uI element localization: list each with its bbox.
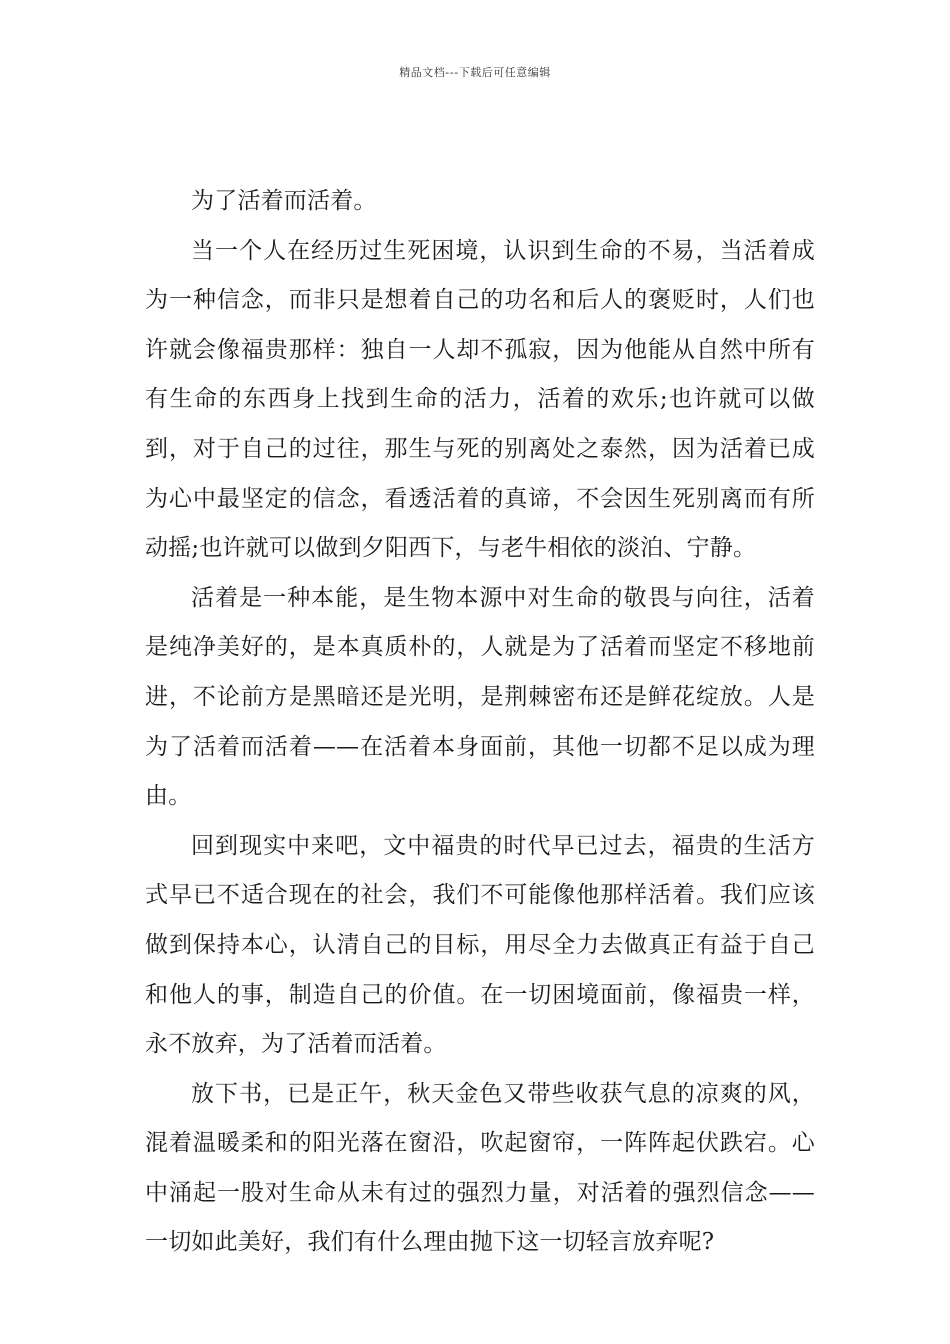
paragraph: 回到现实中来吧，文中福贵的时代早已过去，福贵的生活方式早已不适合现在的社会，我们不可能像他那样活着。我们应该做到保持本心，认清自己的目标，用尽全力去做真正有益于自己和他人的事，制造自己的价值。在一切困境面前，像福贵一样，永不放弃，为了活着而活着。 — [145, 832, 815, 1058]
paragraph: 活着是一种本能，是生物本源中对生命的敬畏与向往，活着是纯净美好的，是本真质朴的，人就是为了活着而坚定不移地前进，不论前方是黑暗还是光明，是荆棘密布还是鲜花绽放。人是为了活着而活着——在活着本身面前，其他一切都不足以成为理由。 — [145, 584, 815, 810]
paragraph: 当一个人在经历过生死困境，认识到生命的不易，当活着成为一种信念，而非只是想着自己的功名和后人的褒贬时，人们也许就会像福贵那样：独自一人却不孤寂，因为他能从自然中所有有生命的东西身上找到生命的活力，活着的欢乐;也许就可以做到，对于自己的过往，那生与死的别离处之泰然，因为活着已成为心中最坚定的信念，看透活着的真谛，不会因生死别离而有所动摇;也许就可以做到夕阳西下，与老牛相依的淡泊、宁静。 — [145, 237, 815, 562]
paragraph: 为了活着而活着。 — [191, 188, 377, 214]
document-body — [145, 177, 815, 1268]
paragraph: 放下书，已是正午，秋天金色又带些收获气息的凉爽的风，混着温暖柔和的阳光落在窗沿，吹起窗帘，一阵阵起伏跌宕。心中涌起一股对生命从未有过的强烈力量，对活着的强烈信念——一切如此美好，我们有什么理由抛下这一切轻言放弃呢? — [145, 1080, 815, 1256]
page-header: 精品文档---下载后可任意编辑 — [399, 66, 551, 79]
